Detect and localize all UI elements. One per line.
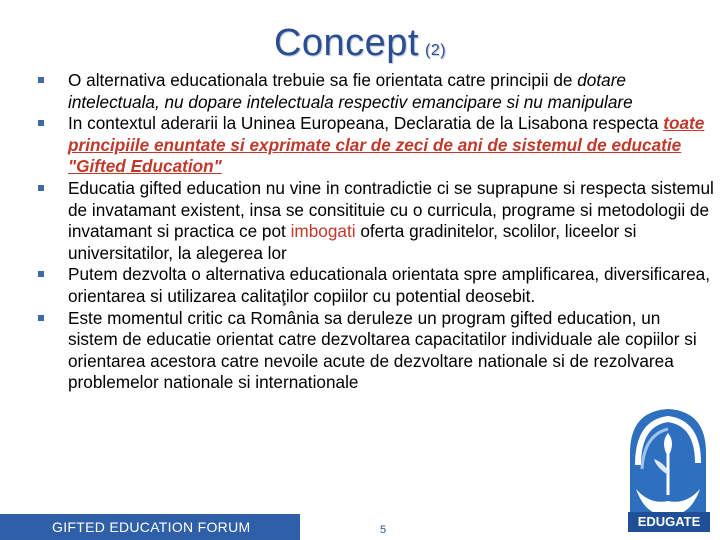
bullet-item [38, 113, 714, 178]
bullet-text: In contextul aderarii la Uninea Europeana, Declaratia de la Lisabona respecta [68, 113, 664, 134]
bullet-square-icon [38, 185, 44, 191]
bullet-square-icon [38, 271, 44, 277]
bullet-highlight-underlined: toate principiile enuntate si exprimate clar de zeci de ani de sistemul de educatie "Gifted Education" [68, 113, 705, 177]
bullet-text: Putem dezvolta o alternativa educationala orientata spre amplificarea, diversificarea, orientarea si utilizarea calitaţilor copiilor cu potential deosebit. [68, 264, 711, 306]
bullet-square-icon [38, 77, 44, 83]
bullet-square-icon [38, 315, 44, 321]
bullet-square-icon [38, 120, 44, 126]
bullet-list [38, 70, 714, 394]
footer-label: GIFTED EDUCATION FORUM [52, 519, 251, 535]
bullet-text: Educatia gifted education nu vine in contradictie ci se suprapune si respecta sistemul de invatamant existent, insa se consitituie cu o curricula, programe si metodologii de invatamant si practica ce pot [68, 177, 714, 242]
slide-title-sub: (2) [424, 42, 447, 59]
bullet-item [38, 264, 714, 307]
logo-label: EDUGATE [628, 512, 710, 532]
bullet-item [38, 70, 714, 113]
bullet-item [38, 178, 714, 264]
bullet-text: O alternativa educationala trebuie sa fie orientata catre principii de [68, 70, 578, 90]
bullet-text: Este momentul critic ca România sa deruleze un program gifted education, un sistem de educatie orientat catre dezvoltarea capacitatilor individuale ale copiilor si orientarea acestora catre nevoile acute de dezvoltare nationale si de rezolvarea problemelor nationale si internationale [68, 307, 697, 393]
bullet-highlight-word: imbogati [290, 221, 356, 242]
bullet-text: oferta gradinitelor, scolilor, liceelor si universitatilor, la alegerea lor [68, 221, 637, 263]
slide-title-text: Concept [273, 22, 419, 64]
page-number: 5 [380, 524, 387, 536]
bullet-emphasis: dotare intelectuala, nu dopare intelectuala respectiv emancipare si nu manipulare [68, 70, 633, 112]
slide-title [0, 22, 720, 65]
bullet-item [38, 308, 714, 394]
